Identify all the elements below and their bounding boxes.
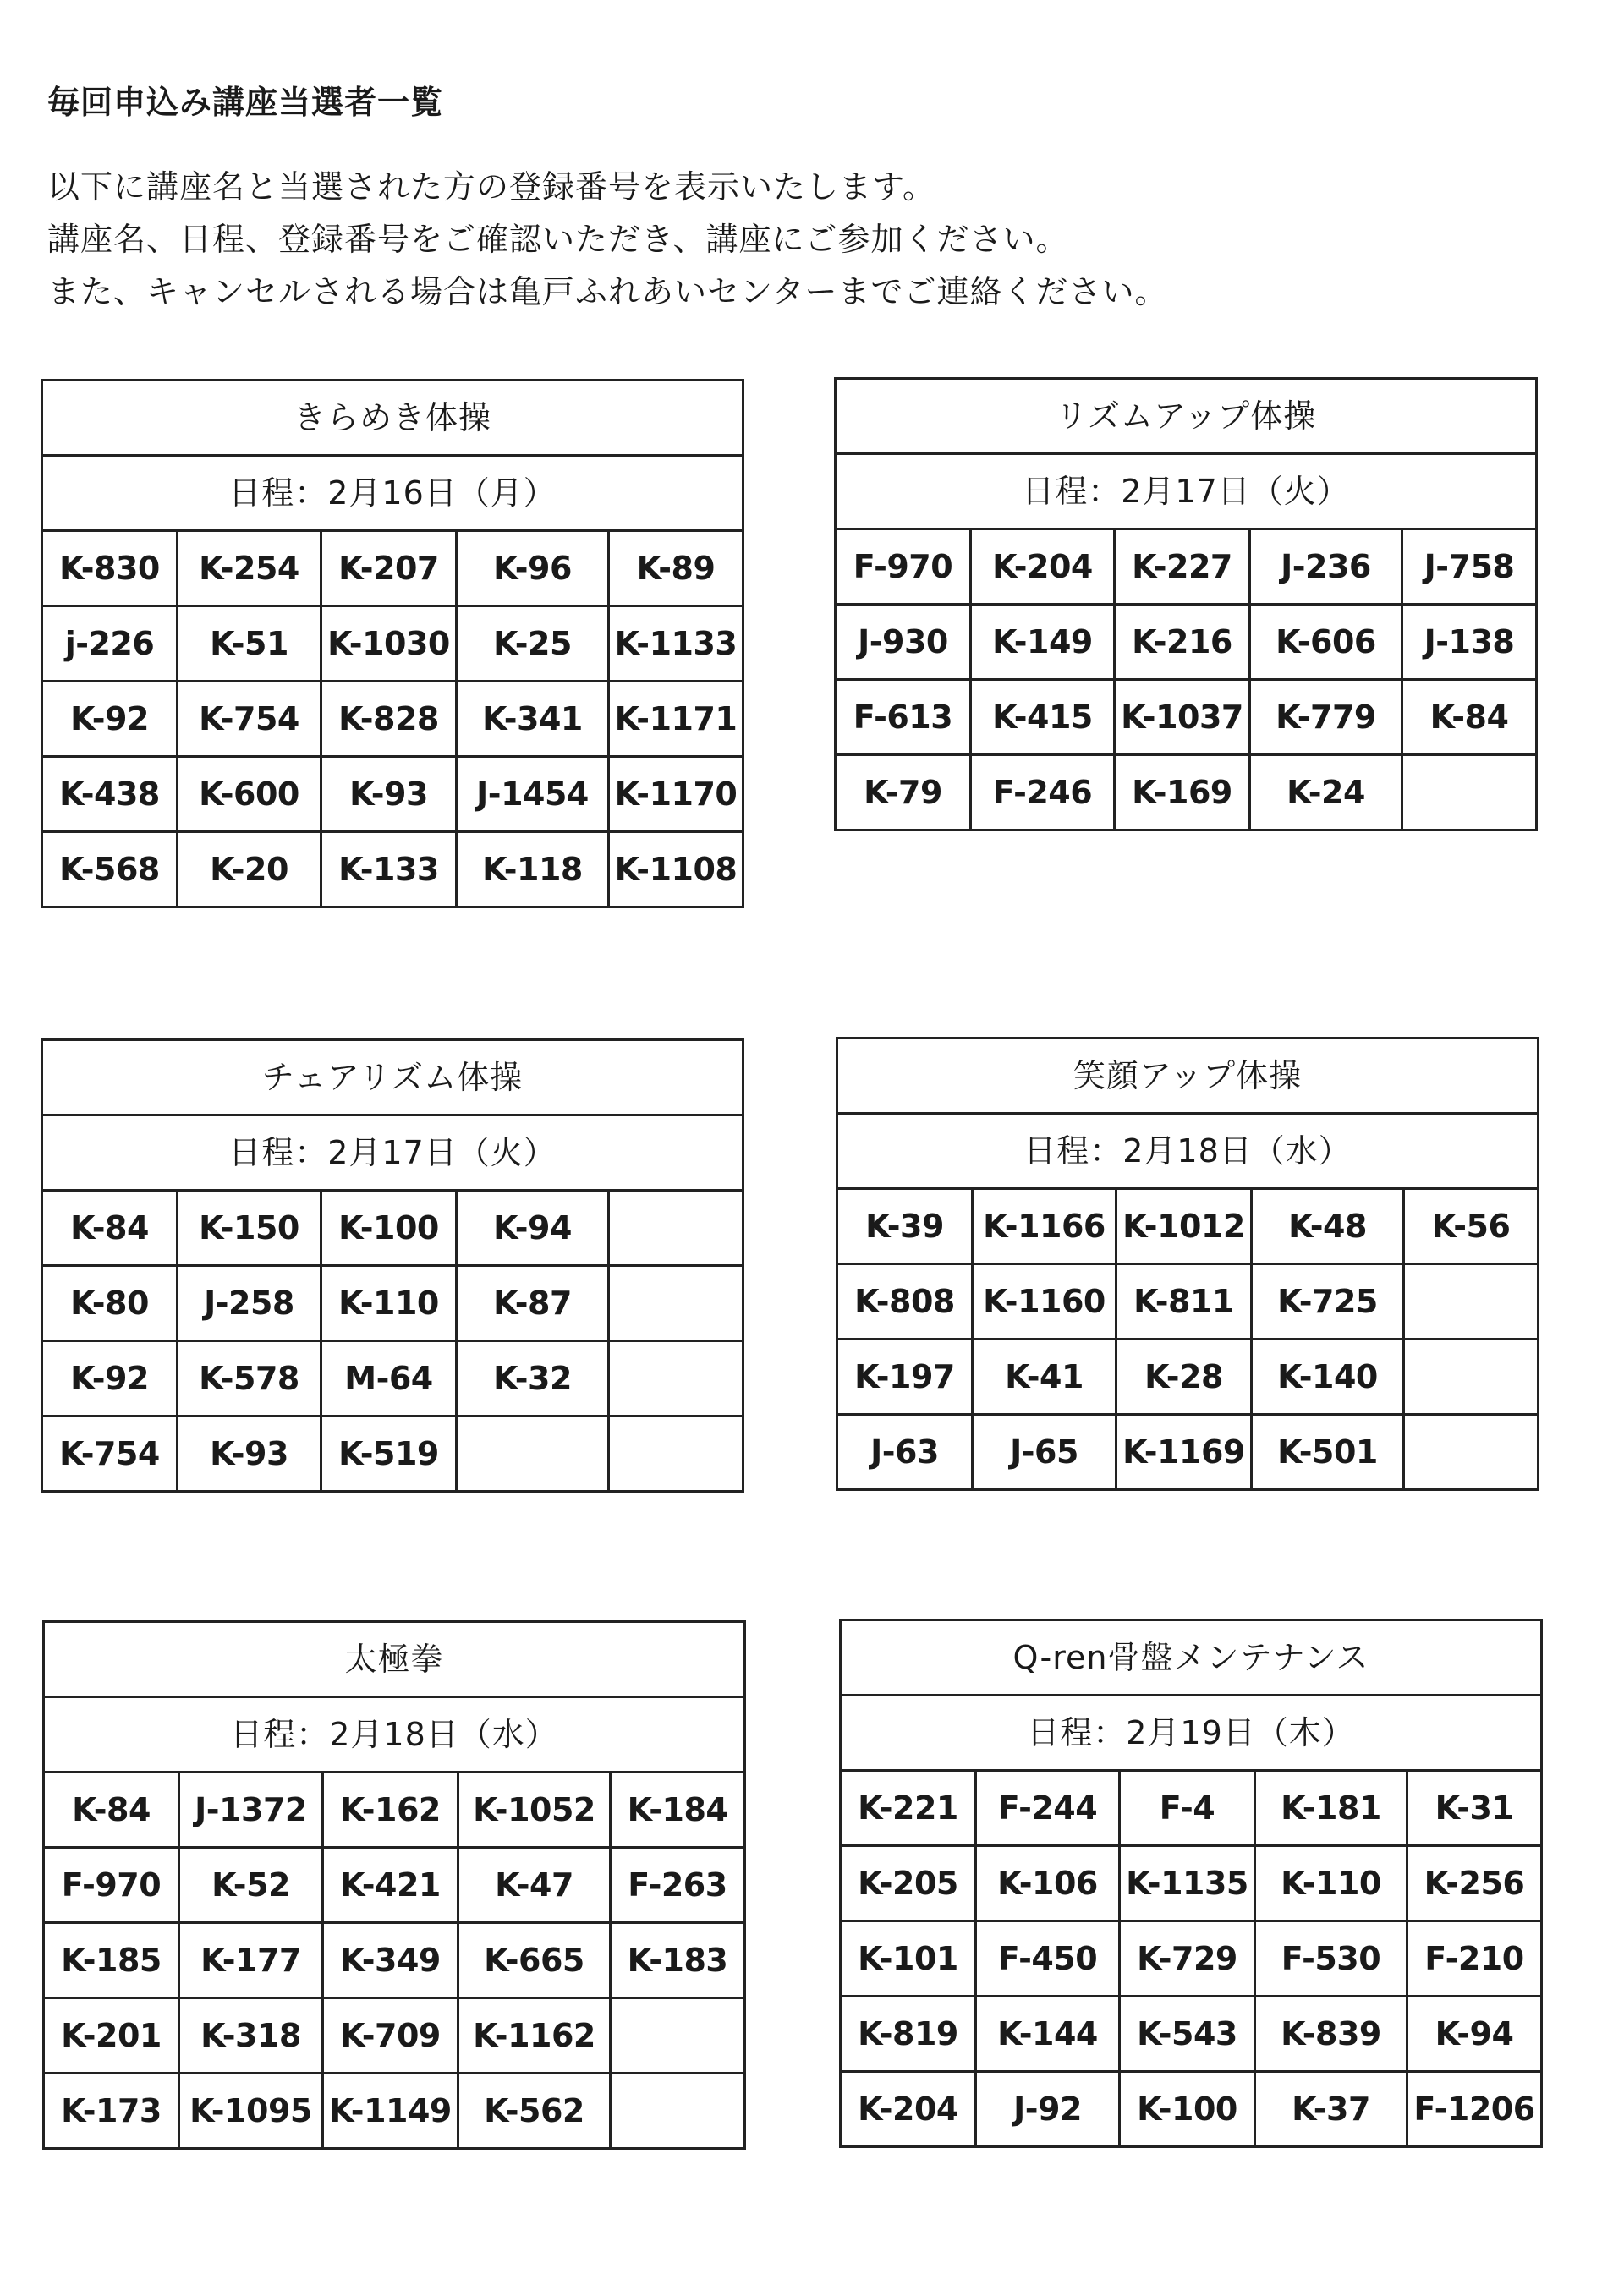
registration-number-cell: j-226 [43,607,178,682]
registration-number-cell: K-84 [45,1773,180,1849]
intro-text [47,161,1167,318]
registration-number-cell [610,1342,742,1417]
registration-number-cell: K-204 [842,2073,977,2145]
registration-number-cell: K-254 [178,532,322,607]
registration-number-cell: K-1133 [610,607,742,682]
registration-number-cell: K-162 [324,1773,459,1849]
registration-number-cell: J-63 [838,1416,974,1488]
registration-number-cell: K-1166 [974,1190,1117,1265]
registration-number-cell: F-210 [1408,1922,1540,1997]
date-label: 日程： [1027,1714,1127,1751]
registration-number-cell: K-93 [178,1417,322,1490]
registration-number-cell: J-1372 [180,1773,324,1849]
registration-number-cell: K-600 [178,758,322,833]
registration-number-cell [458,1417,610,1490]
date-value: 2月17日（火） [1121,473,1350,510]
registration-number-cell: K-181 [1256,1772,1408,1847]
registration-number-cell: K-25 [458,607,610,682]
date-value: 2月17日（火） [327,1134,557,1171]
course-name: 笑顔アップ体操 [838,1039,1537,1115]
registration-number-cell [612,2074,743,2147]
registration-number-cell: K-606 [1251,606,1403,681]
registration-number-cell: K-89 [610,532,742,607]
course-name: 太極拳 [45,1623,743,1698]
registration-number-cell: K-349 [324,1924,459,1999]
registration-number-cell: K-52 [180,1849,324,1924]
registration-number-cell: K-438 [43,758,178,833]
registration-number-cell: K-177 [180,1924,324,1999]
registration-number-cell: F-244 [977,1772,1121,1847]
registration-number-cell: J-758 [1403,530,1535,606]
registration-number-cell: K-221 [842,1772,977,1847]
registration-number-cell: K-204 [972,530,1116,606]
registration-number-cell: K-1108 [614,851,738,888]
registration-number-cell [610,1192,742,1267]
date-label: 日程： [1022,473,1122,510]
registration-number-cell: K-150 [178,1192,322,1267]
course-date [43,1116,742,1192]
registration-number-cell: K-100 [322,1192,458,1267]
registration-number-cell: K-100 [1121,2073,1256,2145]
number-grid [838,1190,1537,1488]
number-grid [837,530,1535,829]
registration-number-cell: J-1454 [458,758,610,833]
registration-number-cell: K-216 [1116,606,1251,681]
registration-number-cell: K-92 [43,682,178,758]
course-name: きらめき体操 [43,381,742,457]
schedule-table [41,1038,744,1493]
registration-number-cell: F-450 [977,1922,1121,1997]
number-grid [43,532,742,906]
intro-line: また、キャンセルされる場合は亀戸ふれあいセンターまでご連絡ください。 [47,273,1168,310]
registration-number-cell: K-1037 [1116,681,1251,756]
registration-number-cell: K-93 [322,758,458,833]
registration-number-cell: K-197 [838,1340,974,1416]
registration-number-cell: K-133 [322,833,458,906]
registration-number-cell: F-970 [837,530,972,606]
registration-number-cell: K-256 [1408,1847,1540,1922]
registration-number-cell: K-169 [1116,756,1251,829]
registration-number-cell [1405,1265,1537,1340]
registration-number-cell: K-779 [1251,681,1403,756]
number-grid [842,1772,1540,2145]
registration-number-cell: K-47 [459,1849,612,1924]
course-name: リズムアップ体操 [837,380,1535,455]
registration-number-cell: K-415 [972,681,1116,756]
registration-number-cell [1405,1340,1537,1416]
registration-number-cell [610,1267,742,1342]
registration-number-cell: K-501 [1253,1416,1405,1488]
registration-number-cell: F-246 [972,756,1116,829]
registration-number-cell: K-1135 [1121,1847,1256,1922]
registration-number-cell: K-24 [1251,756,1403,829]
date-label: 日程： [228,474,328,512]
registration-number-cell [1403,756,1535,829]
registration-number-cell: K-183 [612,1924,743,1999]
registration-number-cell: F-1206 [1413,2091,1535,2128]
registration-number-cell: K-96 [458,532,610,607]
registration-number-cell: J-92 [977,2073,1121,2145]
registration-number-cell: K-87 [458,1267,610,1342]
registration-number-cell: K-51 [178,607,322,682]
registration-number-cell: K-32 [458,1342,610,1417]
registration-number-cell: K-811 [1117,1265,1253,1340]
registration-number-cell: K-519 [322,1417,458,1490]
date-value: 2月16日（月） [327,474,557,512]
schedule-table [839,1619,1543,2148]
registration-number-cell: K-92 [43,1342,178,1417]
registration-number-cell: K-754 [178,682,322,758]
registration-number-cell: K-28 [1117,1340,1253,1416]
number-grid [45,1773,743,2147]
registration-number-cell [610,1417,742,1490]
registration-number-cell: K-144 [977,1997,1121,2073]
registration-number-cell: K-562 [459,2074,612,2147]
schedule-table [834,377,1538,831]
course-date [45,1698,743,1773]
registration-number-cell: K-1030 [322,607,458,682]
registration-number-cell: K-819 [842,1997,977,2073]
registration-number-cell: K-318 [180,1999,324,2074]
registration-number-cell: K-227 [1116,530,1251,606]
registration-number-cell: K-709 [324,1999,459,2074]
registration-number-cell: F-4 [1121,1772,1256,1847]
registration-number-cell: K-1170 [610,758,742,833]
registration-number-cell: J-138 [1403,606,1535,681]
intro-line: 講座名、日程、登録番号をご確認いただき、講座にご参加ください。 [47,221,1069,258]
course-date [837,455,1535,530]
date-label: 日程： [1023,1132,1123,1170]
date-value: 2月18日（水） [329,1716,558,1753]
registration-number-cell: K-39 [838,1190,974,1265]
date-value: 2月18日（水） [1122,1132,1352,1170]
registration-number-cell [1405,1416,1537,1488]
course-name: Q-ren骨盤メンテナンス [842,1621,1540,1696]
date-label: 日程： [230,1716,330,1753]
registration-number-cell: J-930 [837,606,972,681]
registration-number-cell: J-258 [178,1267,322,1342]
registration-number-cell: K-84 [43,1192,178,1267]
registration-number-cell: K-1160 [974,1265,1117,1340]
registration-number-cell: F-970 [45,1849,180,1924]
registration-number-cell: K-110 [1256,1847,1408,1922]
registration-number-cell: K-140 [1253,1340,1405,1416]
registration-number-cell: K-56 [1405,1190,1537,1265]
schedule-table [836,1037,1539,1491]
registration-number-cell: K-205 [842,1847,977,1922]
registration-number-cell: M-64 [322,1342,458,1417]
registration-number-cell: F-613 [837,681,972,756]
schedule-table [42,1620,746,2150]
course-date [43,457,742,532]
schedule-table [41,379,744,908]
registration-number-cell: K-754 [43,1417,178,1490]
registration-number-cell: K-201 [45,1999,180,2074]
registration-number-cell: K-341 [458,682,610,758]
date-value: 2月19日（木） [1126,1714,1355,1751]
registration-number-cell: K-1012 [1117,1190,1253,1265]
registration-number-cell: K-173 [45,2074,180,2147]
number-grid [43,1192,742,1490]
registration-number-cell: K-543 [1121,1997,1256,2073]
registration-number-cell: K-80 [43,1267,178,1342]
registration-number-cell: K-1149 [324,2074,459,2147]
registration-number-cell: K-84 [1403,681,1535,756]
registration-number-cell: K-729 [1121,1922,1256,1997]
registration-number-cell: J-236 [1251,530,1403,606]
course-date [842,1696,1540,1772]
registration-number-cell: K-207 [322,532,458,607]
registration-number-cell: K-185 [45,1924,180,1999]
registration-number-cell: K-37 [1256,2073,1408,2145]
intro-line: 以下に講座名と当選された方の登録番号を表示いたします。 [47,168,935,205]
registration-number-cell: K-421 [324,1849,459,1924]
registration-number-cell: K-106 [977,1847,1121,1922]
registration-number-cell: K-118 [458,833,610,906]
registration-number-cell: K-830 [43,532,178,607]
registration-number-cell: K-1162 [459,1999,612,2074]
registration-number-cell: K-41 [974,1340,1117,1416]
registration-number-cell: K-568 [43,833,178,906]
course-name: チェアリズム体操 [43,1041,742,1116]
registration-number-cell: J-65 [974,1416,1117,1488]
registration-number-cell: K-48 [1253,1190,1405,1265]
registration-number-cell: K-1169 [1117,1416,1253,1488]
registration-number-cell: K-94 [1408,1997,1540,2073]
registration-number-cell: K-101 [842,1922,977,1997]
registration-number-cell [612,1999,743,2074]
registration-number-cell: K-578 [178,1342,322,1417]
course-date [838,1115,1537,1190]
registration-number-cell: F-530 [1256,1922,1408,1997]
registration-number-cell: K-79 [837,756,972,829]
registration-number-cell: K-184 [612,1773,743,1849]
date-label: 日程： [228,1134,328,1171]
registration-number-cell: K-149 [972,606,1116,681]
registration-number-cell: K-1171 [610,682,742,758]
registration-number-cell: K-839 [1256,1997,1408,2073]
registration-number-cell: K-808 [838,1265,974,1340]
registration-number-cell: K-828 [322,682,458,758]
registration-number-cell: K-725 [1253,1265,1405,1340]
registration-number-cell: K-20 [178,833,322,906]
registration-number-cell: K-1052 [459,1773,612,1849]
page-title: 毎回申込み講座当選者一覧 [47,84,444,121]
registration-number-cell: K-31 [1408,1772,1540,1847]
registration-number-cell: K-94 [458,1192,610,1267]
registration-number-cell: F-263 [612,1849,743,1924]
registration-number-cell: K-665 [459,1924,612,1999]
registration-number-cell: K-110 [322,1267,458,1342]
registration-number-cell: K-1095 [180,2074,324,2147]
